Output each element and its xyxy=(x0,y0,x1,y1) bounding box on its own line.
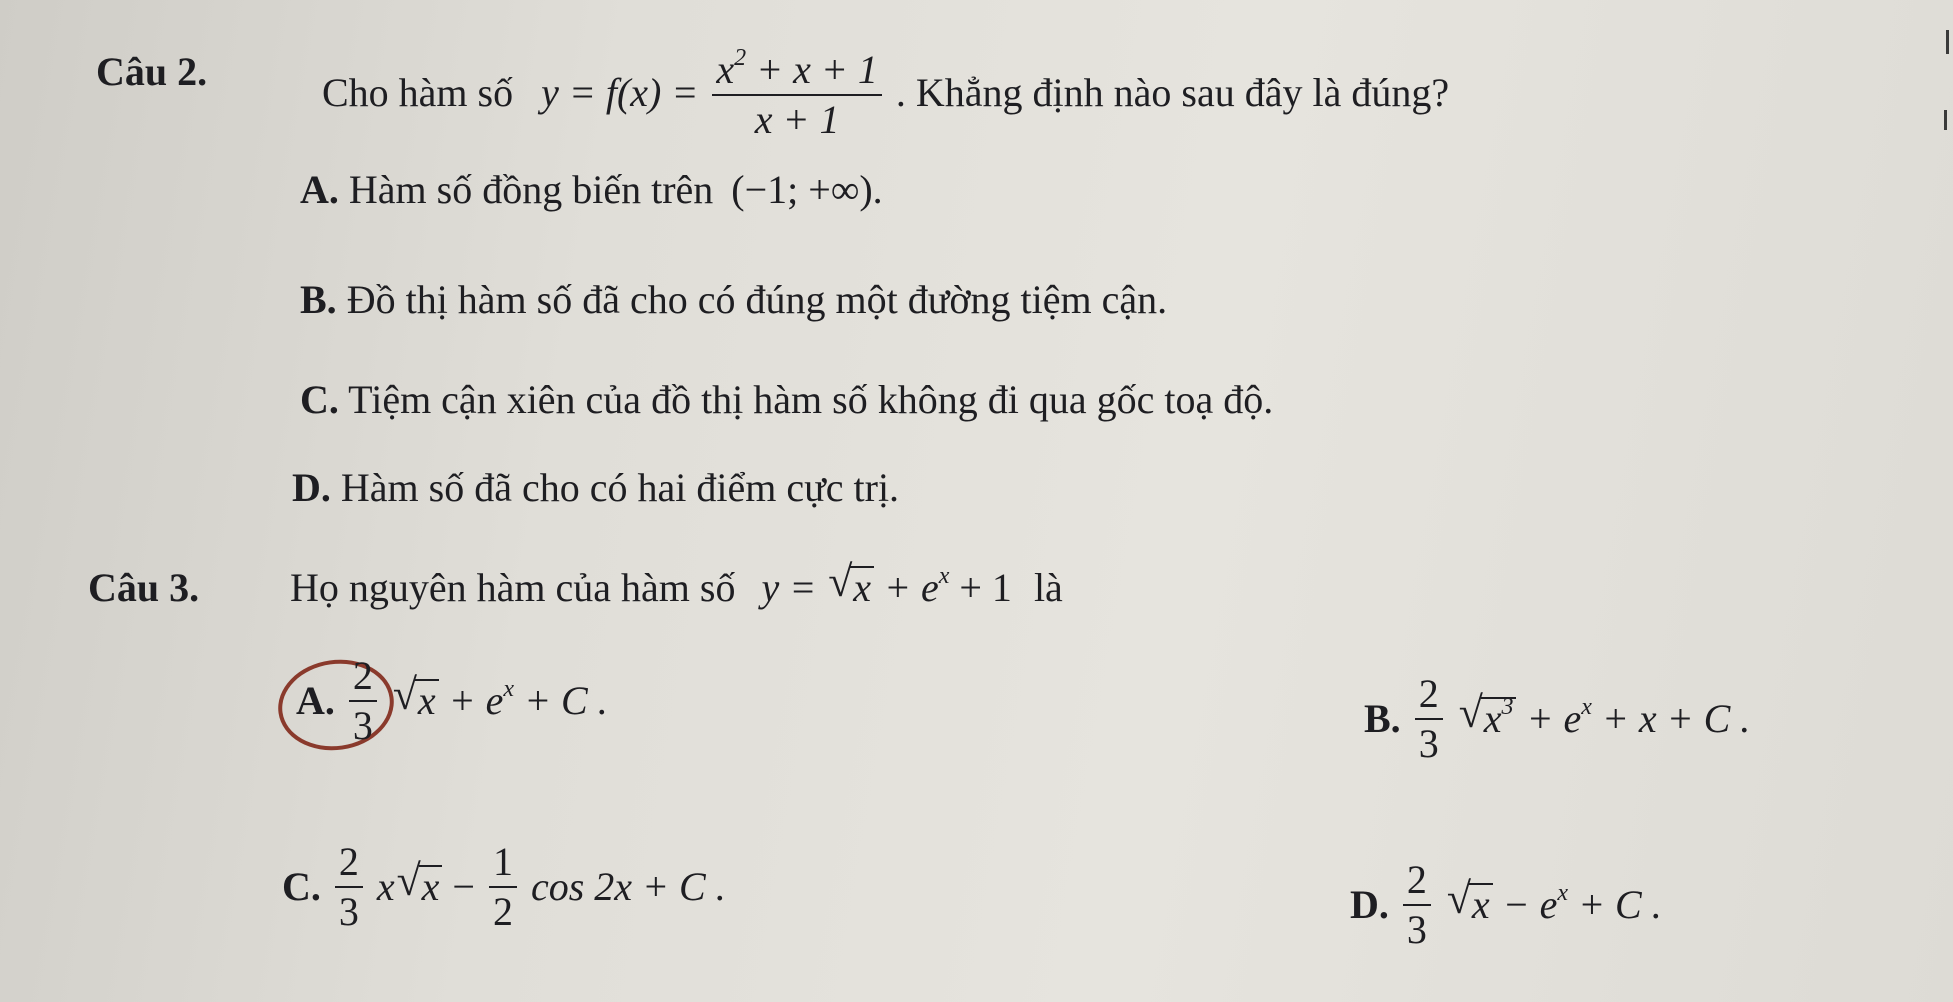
question-3-intro: Họ nguyên hàm của hàm số xyxy=(290,565,736,610)
fraction-numerator-exponent: 2 xyxy=(734,45,747,71)
option-letter: D. xyxy=(1350,882,1389,927)
function-lhs: y = xyxy=(761,565,817,610)
option-letter: A. xyxy=(296,678,335,723)
question-3-option-c: C. $\frac{2}{3}$ x √ x − $\frac{1}{2}$ cos 2x + C . xyxy=(282,839,726,934)
option-letter: A. xyxy=(300,167,339,212)
option-exponent: x xyxy=(503,676,515,702)
question-2-option-b xyxy=(300,276,1167,324)
option-radicand: x xyxy=(419,865,443,907)
question-2-option-d xyxy=(292,464,899,512)
question-2-intro: Cho hàm số xyxy=(322,70,514,116)
page-edge-mark xyxy=(1946,30,1949,54)
option-minus: − xyxy=(442,864,485,909)
option-coefficient: $\frac{2}{3}$ xyxy=(1415,670,1443,768)
option-letter: C. xyxy=(300,377,339,422)
option-coefficient-2: $\frac{1}{2}$ xyxy=(489,838,517,936)
question-2-question: . Khẳng định nào sau đây là đúng? xyxy=(895,70,1450,116)
option-prefix: x xyxy=(376,864,395,909)
function-exponent: x xyxy=(938,563,950,589)
option-coefficient: $\frac{2}{3}$ xyxy=(1403,856,1431,954)
fraction-numerator-rest: + x + 1 xyxy=(746,47,878,92)
question-3-option-d: D. $\frac{2}{3}$ √ $x - e^x + C$ . xyxy=(1350,857,1662,952)
question-2-stem xyxy=(322,45,1450,146)
option-coefficient: $\frac{2}{3}$ xyxy=(349,652,377,750)
option-text: Hàm số đồng biến trên xyxy=(348,167,714,212)
question-3-function: y = √ $x + e^x + 1$ xyxy=(761,557,1012,610)
function-tail: + 1 xyxy=(949,565,1012,610)
option-radicand-exponent: 3 xyxy=(1501,694,1514,720)
option-letter: D. xyxy=(292,465,331,510)
function-exp-base: + e xyxy=(873,565,939,610)
question-2-option-c xyxy=(300,376,1273,424)
option-tail: + C . xyxy=(1568,882,1662,927)
option-text: Đồ thị hàm số đã cho có đúng một đường tiệm cận. xyxy=(346,277,1168,322)
option-exponent: x xyxy=(1557,880,1569,906)
question-3-option-a: A. $\frac{2}{3}$ √ $x + e^x + C$ . xyxy=(296,653,608,748)
fraction-denominator: x + 1 xyxy=(754,97,840,142)
question-3-label: Câu 3. xyxy=(88,565,200,610)
option-letter: B. xyxy=(300,277,337,322)
question-2-function-lhs: y = f(x) = xyxy=(541,70,699,116)
option-tail: cos 2x + C . xyxy=(530,864,726,909)
option-coefficient: $\frac{2}{3}$ xyxy=(335,838,363,936)
question-3-option-b: B. $\frac{2}{3}$ √ $x^3 + e^x + x + C$ . xyxy=(1364,671,1751,766)
fraction-numerator-base: x xyxy=(716,47,735,92)
option-letter: C. xyxy=(282,864,321,909)
option-radicand: x xyxy=(1483,696,1502,741)
option-text: Tiệm cận xiên của đồ thị hàm số không đi qua gốc toạ độ. xyxy=(348,377,1274,422)
option-exponent: x xyxy=(1581,694,1592,720)
question-3-stem xyxy=(290,557,1063,612)
question-2-option-a xyxy=(300,166,883,214)
option-exp-base: + e xyxy=(438,678,504,723)
question-3-suffix: là xyxy=(1033,565,1063,610)
option-exp-base: − e xyxy=(1492,882,1558,927)
option-tail: + C . xyxy=(514,678,608,723)
option-radicand: x xyxy=(415,679,439,721)
page-edge-mark xyxy=(1944,110,1947,130)
option-radicand: x xyxy=(1469,883,1493,925)
option-letter: B. xyxy=(1364,696,1401,741)
option-math: (−1; +∞). xyxy=(731,167,883,212)
question-2-fraction xyxy=(712,46,882,144)
option-exp-base: + e xyxy=(1516,696,1582,741)
question-2-label: Câu 2. xyxy=(96,49,208,94)
option-text: Hàm số đã cho có hai điểm cực trị. xyxy=(340,465,900,510)
function-radicand: x xyxy=(850,566,874,608)
option-tail: + x + C . xyxy=(1591,696,1751,741)
